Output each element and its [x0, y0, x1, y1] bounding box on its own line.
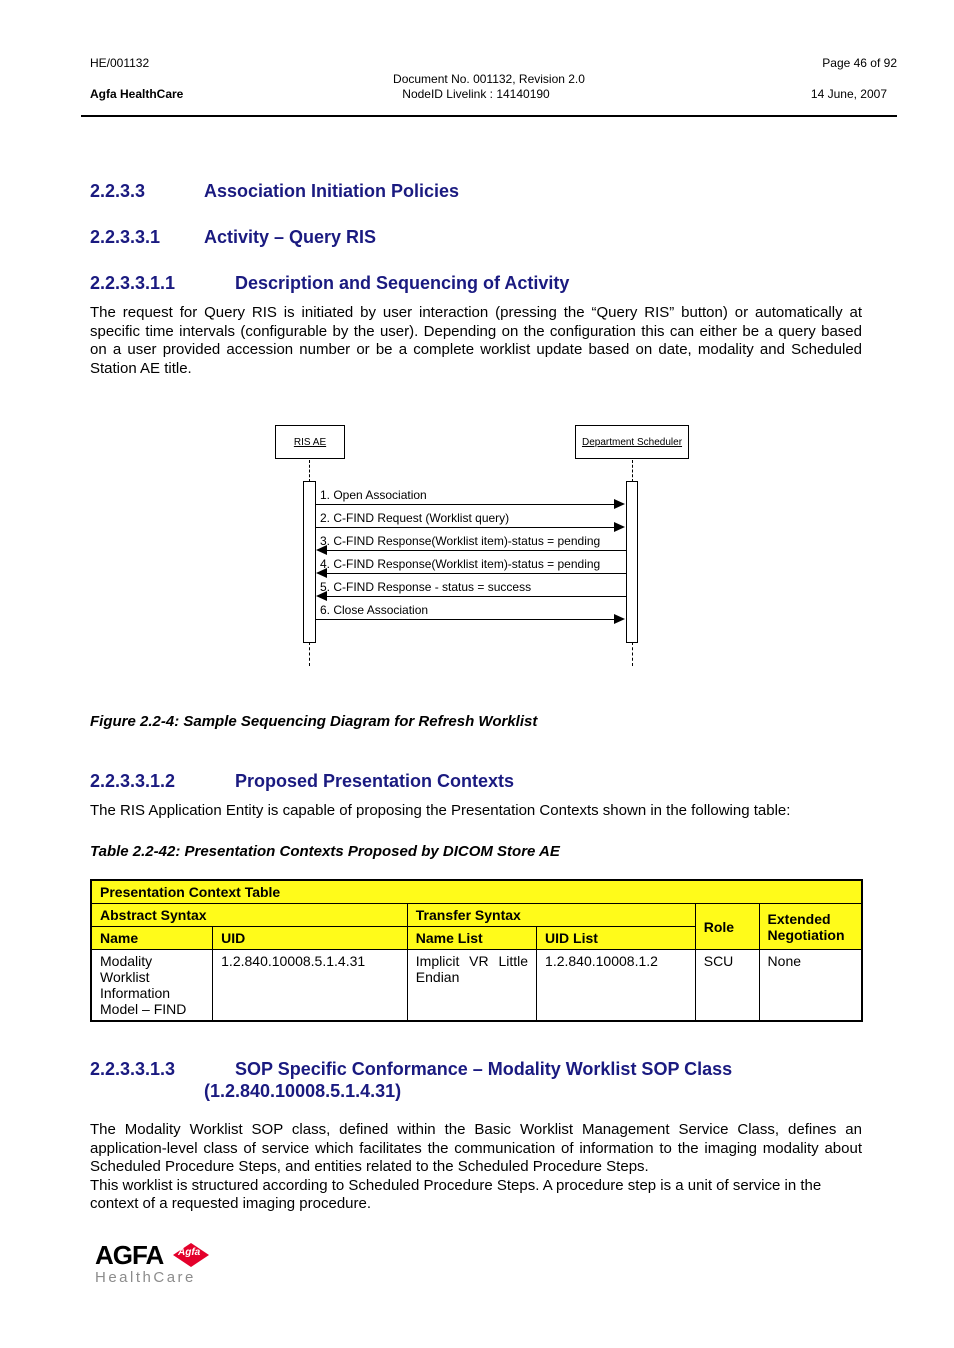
heading-title: SOP Specific Conformance – Modality Worklist SOP Class: [235, 1059, 733, 1079]
paragraph-text: The RIS Application Entity is capable of proposing the Presentation Contexts shown in the following table:: [90, 802, 791, 819]
logo-brand: AGFA: [95, 1240, 164, 1270]
message-1-label: 1. Open Association: [320, 488, 427, 502]
logo-diamond-icon: [172, 1242, 206, 1266]
uid-list-header: UID List: [537, 927, 696, 950]
table-group-row: [91, 904, 862, 927]
paragraph-text: The request for Query RIS is initiated by user interaction (pressing the “Query RIS” button) or automatically at specific time intervals (configurable by the user). Depending on the configuration this can either be a query based on a user provided accession number or be a complete worklist update based on date, modality and Scheduled Station AE title.: [90, 304, 862, 377]
cell-name-list: Implicit VR Little Endian: [407, 950, 536, 1022]
doc-ref: HE/001132: [90, 56, 150, 70]
figure-caption: Figure 2.2-4: Sample Sequencing Diagram for Refresh Worklist: [90, 713, 538, 730]
heading-activity-query-ris: [90, 227, 376, 248]
table-caption: Table 2.2-42: Presentation Contexts Proposed by DICOM Store AE: [90, 843, 560, 860]
agfa-healthcare-logo: [95, 1240, 225, 1290]
heading-sop-conformance: [90, 1058, 732, 1102]
message-3-line: [326, 550, 626, 551]
doc-date: 14 June, 2007: [810, 87, 887, 101]
doc-number: Document No. 001132, Revision 2.0: [393, 72, 585, 86]
paragraph-text: This worklist is structured according to Scheduled Procedure Steps. A procedure step is a unit of service in the context of a requested imaging procedure.: [90, 1176, 822, 1212]
department-scheduler-box: Department Scheduler: [575, 425, 689, 459]
logo-badge-text: Agfa: [178, 1247, 201, 1258]
table-row: [91, 950, 862, 1022]
message-6-label: 6. Close Association: [320, 603, 429, 617]
right-lifeline-top: [632, 460, 633, 482]
table-title: Presentation Context Table: [91, 880, 862, 904]
company-name: Agfa HealthCare: [90, 87, 184, 101]
cell-name: Modality Worklist Information Model – FIND: [91, 950, 213, 1022]
uid-header: UID: [213, 927, 408, 950]
abstract-syntax-header: Abstract Syntax: [91, 904, 407, 927]
heading-number: 2.2.3.3.1: [90, 227, 161, 247]
heading-number: 2.2.3.3.1.2: [90, 771, 176, 791]
message-2-label: 2. C-FIND Request (Worklist query): [320, 511, 510, 525]
heading-proposed-contexts: [90, 771, 514, 792]
node-id: NodeID Livelink : 14140190: [402, 87, 550, 101]
scheduler-activation: [626, 481, 638, 643]
left-lifeline-bottom: [309, 642, 310, 666]
contexts-paragraph: [90, 802, 862, 821]
heading-number: 2.2.3.3.1.1: [90, 273, 176, 293]
heading-title: Proposed Presentation Contexts: [235, 771, 515, 791]
cell-role: SCU: [695, 950, 759, 1022]
extended-negotiation-header: Extended Negotiation: [759, 904, 862, 950]
heading-number: 2.2.3.3.1.3: [90, 1059, 176, 1079]
sop-paragraph: [90, 1121, 862, 1214]
table-title-row: [91, 880, 862, 904]
ris-ae-activation: [303, 481, 316, 643]
message-6-line: [316, 619, 616, 620]
transfer-syntax-header: Transfer Syntax: [407, 904, 695, 927]
page-number: Page 46 of 92: [822, 56, 897, 70]
heading-description-sequencing: [90, 273, 569, 294]
arrow-left-icon: [316, 591, 327, 601]
message-2-line: [316, 527, 616, 528]
heading-title-continued: (1.2.840.10008.5.1.4.31): [204, 1081, 402, 1101]
arrow-right-icon: [614, 522, 625, 532]
message-5-label: 5. C-FIND Response - status = success: [320, 580, 532, 594]
ris-ae-box: RIS AE: [275, 425, 345, 459]
heading-association-initiation: [90, 181, 459, 202]
arrow-left-icon: [316, 568, 327, 578]
description-paragraph: [90, 304, 862, 378]
heading-title: Description and Sequencing of Activity: [235, 273, 570, 293]
heading-title: Association Initiation Policies: [204, 181, 460, 201]
heading-title: Activity – Query RIS: [204, 227, 377, 247]
message-4-label: 4. C-FIND Response(Worklist item)-status = pending: [320, 557, 601, 571]
left-lifeline-top: [309, 460, 310, 482]
arrow-right-icon: [614, 614, 625, 624]
logo-sub: HealthCare: [95, 1269, 196, 1286]
cell-uid: 1.2.840.10008.5.1.4.31: [213, 950, 408, 1022]
arrow-left-icon: [316, 545, 327, 555]
name-header: Name: [91, 927, 213, 950]
role-header: Role: [695, 904, 759, 950]
header-rule: [81, 115, 897, 117]
cell-uid-list: 1.2.840.10008.1.2: [537, 950, 696, 1022]
message-3-label: 3. C-FIND Response(Worklist item)-status = pending: [320, 534, 601, 548]
cell-ext-neg: None: [759, 950, 862, 1022]
message-1-line: [316, 504, 616, 505]
right-lifeline-bottom: [632, 642, 633, 666]
presentation-context-table: [90, 879, 863, 1022]
message-4-line: [326, 573, 626, 574]
name-list-header: Name List: [407, 927, 536, 950]
arrow-right-icon: [614, 499, 625, 509]
heading-number: 2.2.3.3: [90, 181, 146, 201]
paragraph-text: The Modality Worklist SOP class, defined within the Basic Worklist Management Service Class, defines an application-level class of service which facilitates the communication of information to the imaging modality about Scheduled Procedure Steps, and entities related to the Scheduled Procedure Steps.: [90, 1121, 862, 1175]
message-5-line: [326, 596, 626, 597]
